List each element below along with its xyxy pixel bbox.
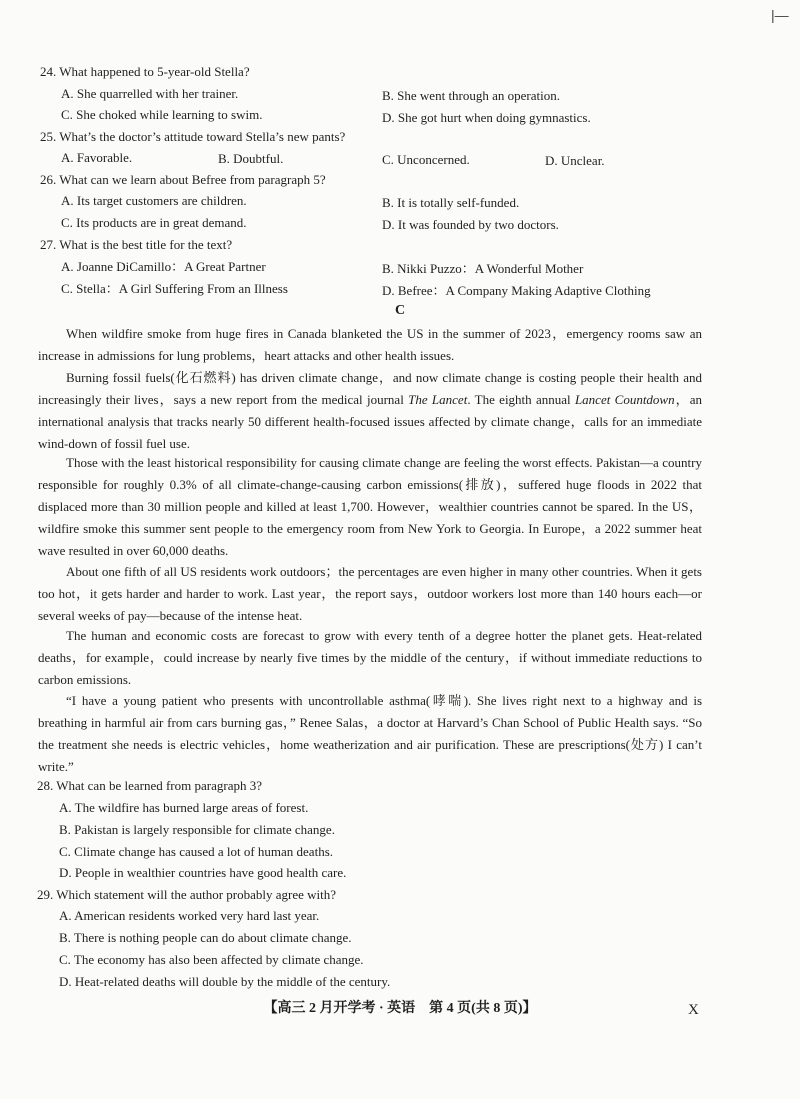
passage-paragraph-6: “I have a young patient who presents with uncontrollable asthma(哮喘). She lives right next to a highway and is breathing in harmful air from cars burning gas，” Renee Salas，a doctor at Harvard’s Chan School of Public Health says. “So the treatment she needs is electric vehicles，home weatherization and air purification. These are prescriptions(处方) I can’t write.” bbox=[38, 693, 702, 774]
report-title-lancet-countdown: Lancet Countdown bbox=[574, 392, 675, 407]
question-25-option-d: D. Unclear. bbox=[545, 153, 605, 168]
journal-title-the-lancet: The Lancet bbox=[408, 392, 468, 407]
footer-mark: X bbox=[688, 1002, 699, 1018]
section-heading-c: C bbox=[394, 303, 406, 318]
passage-paragraph-5: The human and economic costs are forecast to grow with every tenth of a degree hotter the planet gets. Heat-related deaths，for example，could increase by nearly five times by the middle of the century，if without immediate reductions to carbon emissions. bbox=[38, 628, 702, 687]
question-26-option-a: A. Its target customers are children. bbox=[61, 193, 247, 208]
question-25-option-c: C. Unconcerned. bbox=[382, 152, 470, 167]
question-27-option-a: A. Joanne DiCamillo：A Great Partner bbox=[61, 259, 266, 274]
page-footer: 【高三 2 月开学考 · 英语 第 4 页(共 8 页)】 bbox=[263, 1001, 537, 1016]
question-29-option-d: D. Heat-related deaths will double by the middle of the century. bbox=[59, 974, 391, 989]
question-29-option-a: A. American residents worked very hard last year. bbox=[59, 908, 320, 923]
question-29-option-c: C. The economy has also been affected by climate change. bbox=[59, 952, 364, 967]
question-26-stem: 26. What can we learn about Befree from paragraph 5? bbox=[40, 172, 326, 187]
question-26-option-b: B. It is totally self-funded. bbox=[382, 195, 520, 210]
question-29-stem: 29. Which statement will the author probably agree with? bbox=[37, 887, 337, 902]
question-27-option-d: D. Befree：A Company Making Adaptive Clothing bbox=[382, 283, 651, 298]
question-25-stem: 25. What’s the doctor’s attitude toward Stella’s new pants? bbox=[40, 129, 346, 144]
corner-mark: |— bbox=[771, 7, 789, 23]
passage-paragraph-4: About one fifth of all US residents work outdoors；the percentages are even higher in many other countries. When it gets too hot，it gets harder and harder to work. Last year，the report says，outdoor workers lost more than 140 hours each—or several weeks of pay—because of the intense heat. bbox=[38, 564, 702, 623]
question-27-option-c: C. Stella：A Girl Suffering From an Illness bbox=[61, 281, 288, 296]
passage-paragraph-2: Burning fossil fuels(化石燃料) has driven climate change，and now climate change is costing people their health and increasingly their lives，says a new report from the medical journal The Lancet. The eighth annual Lancet Countdown，an international analysis that tracks nearly 50 different health-focused issues affected by climate change，calls for an immediate wind-down of fossil fuel use. bbox=[38, 370, 703, 451]
question-25-option-b: B. Doubtful. bbox=[218, 151, 284, 166]
question-26-option-c: C. Its products are in great demand. bbox=[61, 215, 247, 230]
question-26-option-d: D. It was founded by two doctors. bbox=[382, 217, 559, 232]
question-27-option-b: B. Nikki Puzzo：A Wonderful Mother bbox=[382, 261, 584, 276]
passage-paragraph-1: When wildfire smoke from huge fires in Canada blanketed the US in the summer of 2023，emergency rooms saw an increase in admissions for lung problems，heart attacks and other health issues. bbox=[38, 326, 702, 363]
question-29-option-b: B. There is nothing people can do about climate change. bbox=[59, 930, 352, 945]
passage-paragraph-3: Those with the least historical responsibility for causing climate change are feeling the worst effects. Pakistan—a country responsible for roughly 0.3% of all climate-change-causing carbon emissions(排放)，suffered huge floods in 2022 that displaced more than 30 million people and killed at least 1,700. However，wealthier countries cannot be spared. In the US，wildfire smoke this summer sent people to the emergency room from New York to Georgia. In Europe，a 2022 summer heat wave resulted in over 60,000 deaths. bbox=[38, 455, 702, 558]
question-27-stem: 27. What is the best title for the text? bbox=[40, 237, 233, 252]
question-24-option-b: B. She went through an operation. bbox=[382, 88, 560, 103]
question-25-option-a: A. Favorable. bbox=[61, 150, 133, 165]
question-28-stem: 28. What can be learned from paragraph 3? bbox=[37, 778, 262, 793]
question-28-option-c: C. Climate change has caused a lot of human deaths. bbox=[59, 844, 334, 859]
question-24-option-d: D. She got hurt when doing gymnastics. bbox=[382, 110, 591, 125]
question-24-stem: 24. What happened to 5-year-old Stella? bbox=[40, 64, 250, 79]
question-24-option-a: A. She quarrelled with her trainer. bbox=[61, 86, 239, 101]
question-28-option-d: D. People in wealthier countries have good health care. bbox=[59, 865, 347, 880]
question-28-option-a: A. The wildfire has burned large areas of forest. bbox=[59, 800, 309, 815]
question-28-option-b: B. Pakistan is largely responsible for climate change. bbox=[59, 822, 335, 837]
question-24-option-c: C. She choked while learning to swim. bbox=[61, 107, 263, 122]
